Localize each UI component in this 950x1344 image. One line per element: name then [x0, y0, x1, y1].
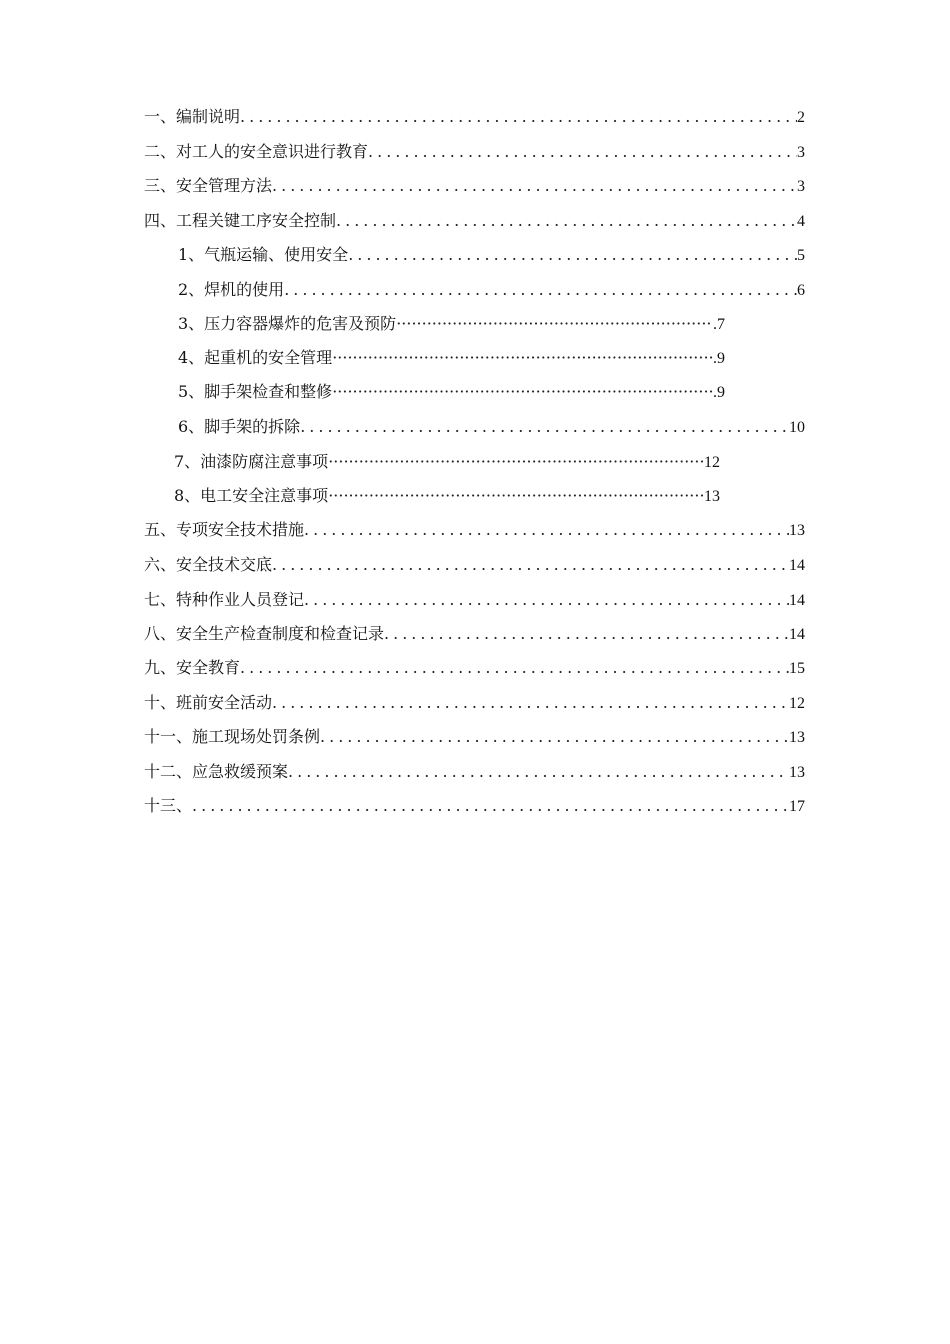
- toc-entry-9[interactable]: [144, 656, 805, 680]
- toc-entry-title: 1、气瓶运输、使用安全: [178, 245, 349, 264]
- toc-subentry-3[interactable]: [178, 312, 725, 336]
- toc-entry-title: 8、电工安全注意事项: [174, 486, 329, 505]
- toc-leader-dots: [304, 588, 789, 612]
- toc-entry-13[interactable]: [144, 794, 805, 818]
- toc-entry-page: 4: [797, 213, 805, 230]
- toc-entry-title: 十三、: [144, 796, 193, 815]
- toc-entry-title: 六、安全技术交底: [144, 555, 273, 574]
- toc-leader-dots: [336, 209, 797, 233]
- toc-entry-2[interactable]: [144, 140, 805, 164]
- toc-entry-page: 13: [789, 729, 805, 746]
- toc-leader-dots: [348, 243, 797, 267]
- toc-entry-title: 3、压力容器爆炸的危害及预防: [178, 314, 397, 333]
- toc-entry-page: 14: [789, 592, 805, 609]
- toc-entry-page: .9: [713, 350, 725, 367]
- toc-entry-page: 13: [789, 764, 805, 781]
- toc-entry-title: 2、焊机的使用: [178, 280, 285, 299]
- toc-entry-12[interactable]: [144, 760, 805, 784]
- toc-entry-page: 5: [797, 247, 805, 264]
- toc-leader-dots: [320, 725, 789, 749]
- toc-entry-title: 四、工程关键工序安全控制: [144, 211, 337, 230]
- toc-entry-page: 12: [789, 695, 805, 712]
- toc-leader-dots: [332, 346, 713, 370]
- toc-leader-dots: [300, 415, 789, 439]
- toc-entry-page: 15: [789, 660, 805, 677]
- toc-leader-dots: [240, 105, 797, 129]
- toc-entry-page: 3: [797, 144, 805, 161]
- toc-entry-6[interactable]: [144, 553, 805, 577]
- toc-leader-dots: [332, 380, 713, 404]
- toc-leader-dots: [284, 278, 797, 302]
- toc-entry-page: 2: [797, 109, 805, 126]
- toc-subentry-7[interactable]: [174, 450, 720, 474]
- toc-subentry-6[interactable]: [178, 415, 805, 439]
- toc-leader-dots: [288, 760, 789, 784]
- toc-entry-title: 5、脚手架检查和整修: [178, 382, 333, 401]
- toc-entry-title: 十、班前安全活动: [144, 693, 273, 712]
- toc-subentry-4[interactable]: [178, 346, 725, 370]
- toc-leader-dots: [396, 312, 713, 336]
- toc-entry-title: 十一、施工现场处罚条例: [144, 727, 321, 746]
- toc-entry-title: 十二、应急救缓预案: [144, 762, 289, 781]
- toc-entry-page: 14: [789, 626, 805, 643]
- toc-entry-4[interactable]: [144, 209, 805, 233]
- toc-entry-title: 二、对工人的安全意识进行教育: [144, 142, 369, 161]
- toc-entry-title: 七、特种作业人员登记: [144, 590, 305, 609]
- toc-entry-title: 八、安全生产检查制度和检查记录: [144, 624, 385, 643]
- toc-entry-8[interactable]: [144, 622, 805, 646]
- toc-entry-page: 3: [797, 178, 805, 195]
- toc-leader-dots: [384, 622, 789, 646]
- toc-leader-dots: [192, 794, 789, 818]
- toc-entry-10[interactable]: [144, 691, 805, 715]
- toc-entry-3[interactable]: [144, 174, 805, 198]
- toc-entry-page: .7: [713, 316, 725, 333]
- toc-subentry-2[interactable]: [178, 278, 805, 302]
- toc-leader-dots: [272, 174, 797, 198]
- toc-entry-title: 三、安全管理方法: [144, 176, 273, 195]
- toc-entry-title: 九、安全教育: [144, 658, 241, 677]
- toc-entry-page: 13: [789, 522, 805, 539]
- toc-entry-title: 一、编制说明: [144, 107, 241, 126]
- toc-entry-title: 五、专项安全技术措施: [144, 520, 305, 539]
- toc-entry-page: 12: [704, 454, 720, 471]
- toc-entry-7[interactable]: [144, 588, 805, 612]
- toc-entry-page: .9: [713, 384, 725, 401]
- toc-leader-dots: [272, 691, 789, 715]
- toc-subentry-1[interactable]: [178, 243, 805, 267]
- toc-entry-page: 17: [789, 798, 805, 815]
- toc-subentry-5[interactable]: [178, 380, 725, 404]
- toc-entry-1[interactable]: [144, 105, 805, 129]
- toc-entry-page: 14: [789, 557, 805, 574]
- toc-entry-11[interactable]: [144, 725, 805, 749]
- toc-entry-title: 6、脚手架的拆除: [178, 417, 301, 436]
- toc-entry-page: 13: [704, 488, 720, 505]
- toc-leader-dots: [328, 450, 704, 474]
- toc-leader-dots: [240, 656, 789, 680]
- toc-entry-5[interactable]: [144, 518, 805, 542]
- toc-leader-dots: [328, 484, 704, 508]
- toc-subentry-8[interactable]: [174, 484, 720, 508]
- toc-entry-title: 4、起重机的安全管理: [178, 348, 333, 367]
- toc-entry-title: 7、油漆防腐注意事项: [174, 452, 329, 471]
- toc-leader-dots: [368, 140, 797, 164]
- toc-leader-dots: [272, 553, 789, 577]
- toc-entry-page: 10: [789, 419, 805, 436]
- toc-entry-page: 6: [797, 282, 805, 299]
- toc-leader-dots: [304, 518, 789, 542]
